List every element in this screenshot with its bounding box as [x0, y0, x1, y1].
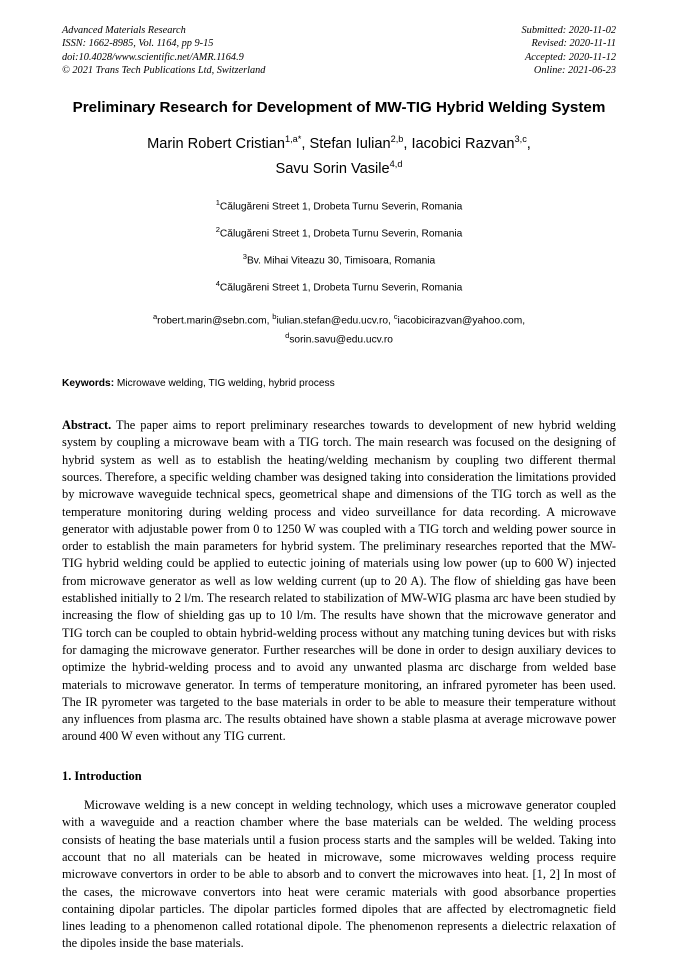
author-separator: ,	[301, 135, 310, 152]
affiliation-marker: 2	[215, 225, 220, 235]
email-address[interactable]: iacobicirazvan@yahoo.com,	[397, 315, 526, 327]
affiliation-marker: 4	[215, 279, 220, 289]
author-line-2	[62, 154, 616, 180]
abstract-label: Abstract.	[62, 418, 112, 433]
author-name: Marin Robert Cristian	[147, 135, 285, 152]
affiliation-text: Călugăreni Street 1, Drobeta Turnu Severin, Romania	[219, 201, 463, 213]
email-line-2	[62, 329, 616, 347]
email-marker: d	[285, 330, 290, 340]
author-emails	[62, 310, 616, 347]
author-separator: ,	[403, 135, 412, 152]
email-marker: a	[152, 312, 158, 322]
email-address[interactable]: iulian.stefan@edu.ucv.ro,	[276, 315, 394, 327]
journal-doi: doi:10.4028/www.scientific.net/AMR.1164.9	[62, 51, 244, 63]
revised-date: Revised: 2020-11-11	[531, 38, 616, 50]
section-heading-introduction: 1. Introduction	[62, 768, 142, 783]
affiliation-item	[62, 219, 616, 246]
introduction-paragraph: Microwave welding is a new concept in welding technology, which uses a microwave generator coupled with a waveguide and a reaction chamber where the base materials can be welded. The welding process consists of heating the base materials until a fusion process starts and the samples will be welded. Taking into account that no all materials can be heated in microwave, some microwaves welding process require microwave convertors in order to be able to absorb and to convert the microwaves into heat. [1, 2] In most of the cases, the microwave convertors into heat were ceramic materials with good absorbance properties containing dipolar particles. The dipolar particles formed dipoles that are affected by electromagnetic field lines leading to a phenomenon called rotational dipole. The phenomenon represents a dielectric relaxation of the dipoles inside the base materials.	[62, 798, 616, 951]
email-marker: b	[272, 312, 277, 322]
affiliation-list	[62, 192, 616, 300]
author-separator: ,	[526, 135, 531, 152]
abstract-block	[62, 417, 616, 746]
journal-copyright: © 2021 Trans Tech Publications Ltd, Switzerland	[62, 65, 266, 77]
affiliation-item	[62, 273, 616, 300]
email-address[interactable]: sorin.savu@edu.ucv.ro	[289, 334, 393, 346]
journal-header-right	[522, 24, 616, 78]
journal-name: Advanced Materials Research	[62, 25, 186, 36]
affiliation-item	[62, 192, 616, 219]
email-line-1	[62, 310, 616, 328]
affiliation-text: Bv. Mihai Viteazu 30, Timisoara, Romania	[247, 255, 436, 267]
accepted-date: Accepted: 2020-11-12	[524, 51, 616, 63]
author-affiliation-marker: 4,d	[389, 159, 403, 170]
journal-issn: ISSN: 1662-8985, Vol. 1164, pp 9-15	[62, 38, 214, 50]
author-affiliation-marker: 2,b	[390, 133, 404, 144]
author-name: Iacobici Razvan	[411, 135, 515, 152]
affiliation-marker: 1	[215, 198, 220, 208]
keywords-block	[62, 377, 616, 391]
journal-header-left	[62, 24, 265, 78]
page-title: Preliminary Research for Development of MW-TIG Hybrid Welding System	[72, 98, 606, 116]
online-date: Online: 2021-06-23	[533, 65, 616, 77]
submitted-date: Submitted: 2020-11-02	[521, 25, 616, 36]
author-name: Savu Sorin Vasile	[275, 161, 390, 178]
email-address[interactable]: robert.marin@sebn.com,	[157, 315, 273, 327]
author-list	[62, 129, 616, 181]
affiliation-text: Călugăreni Street 1, Drobeta Turnu Severin, Romania	[219, 228, 463, 240]
journal-header	[62, 24, 616, 78]
keywords-text: Microwave welding, TIG welding, hybrid process	[114, 378, 335, 390]
abstract-text: The paper aims to report preliminary researches towards to development of new hybrid welding system by coupling a microwave beam with a TIG torch. The main research was focused on the designing of hybrid system as well as to establish the heating/welding mechanism by coupling two different thermal sources. Therefore, a specific welding chamber was designed taking into consideration the limitations provided by microwave waveguide technical specs, geometrical shape and dimensions of the TIG torch as well as the temperature monitoring during welding process and video surveillance for data recording. A microwave generator with adjustable power from 0 to 1250 W was coupled with a TIG torch and welding power source in order to establish the main parameters for hybrid system. The preliminary researches reported that the MW-TIG hybrid welding could be applied to eutectic joining of materials using low power (up to 600 W) injected from microwave generator as well as low welding current (up to 20 A). The flow of shielding gas have been established initially to 2 l/m. The research related to stabilization of MW-WIG plasma arc have been studied by increasing the flow of shielding gas up to 10 l/m. The results have shown that the microwave generator and TIG torch can be coupled to obtain hybrid-welding process without any matching tuning devices but with risks for damaging the microwave generator. Further researches will be done in order to design auxiliary devices to optimize the hybrid-welding process and to avoid any unwanted plasma arc discharge from welded base materials to microwave generator. In terms of temperature monitoring, an infrared pyrometer has been used. The IR pyrometer was targeted to the base materials in order to be able to measure their temperature without any influences from plasma arc. The results obtained have shown a stable plasma at average microwave power around 400 W even without any TIG current.	[62, 418, 616, 744]
affiliation-item	[62, 246, 616, 273]
email-marker: c	[393, 312, 398, 322]
affiliation-marker: 3	[242, 252, 248, 262]
affiliation-text: Călugăreni Street 1, Drobeta Turnu Severin, Romania	[219, 282, 463, 294]
author-name: Stefan Iulian	[309, 135, 391, 152]
author-affiliation-marker: 3,c	[514, 133, 527, 144]
author-line-1	[62, 129, 616, 155]
author-affiliation-marker: 1,a*	[285, 133, 302, 144]
keywords-label: Keywords:	[62, 378, 115, 390]
